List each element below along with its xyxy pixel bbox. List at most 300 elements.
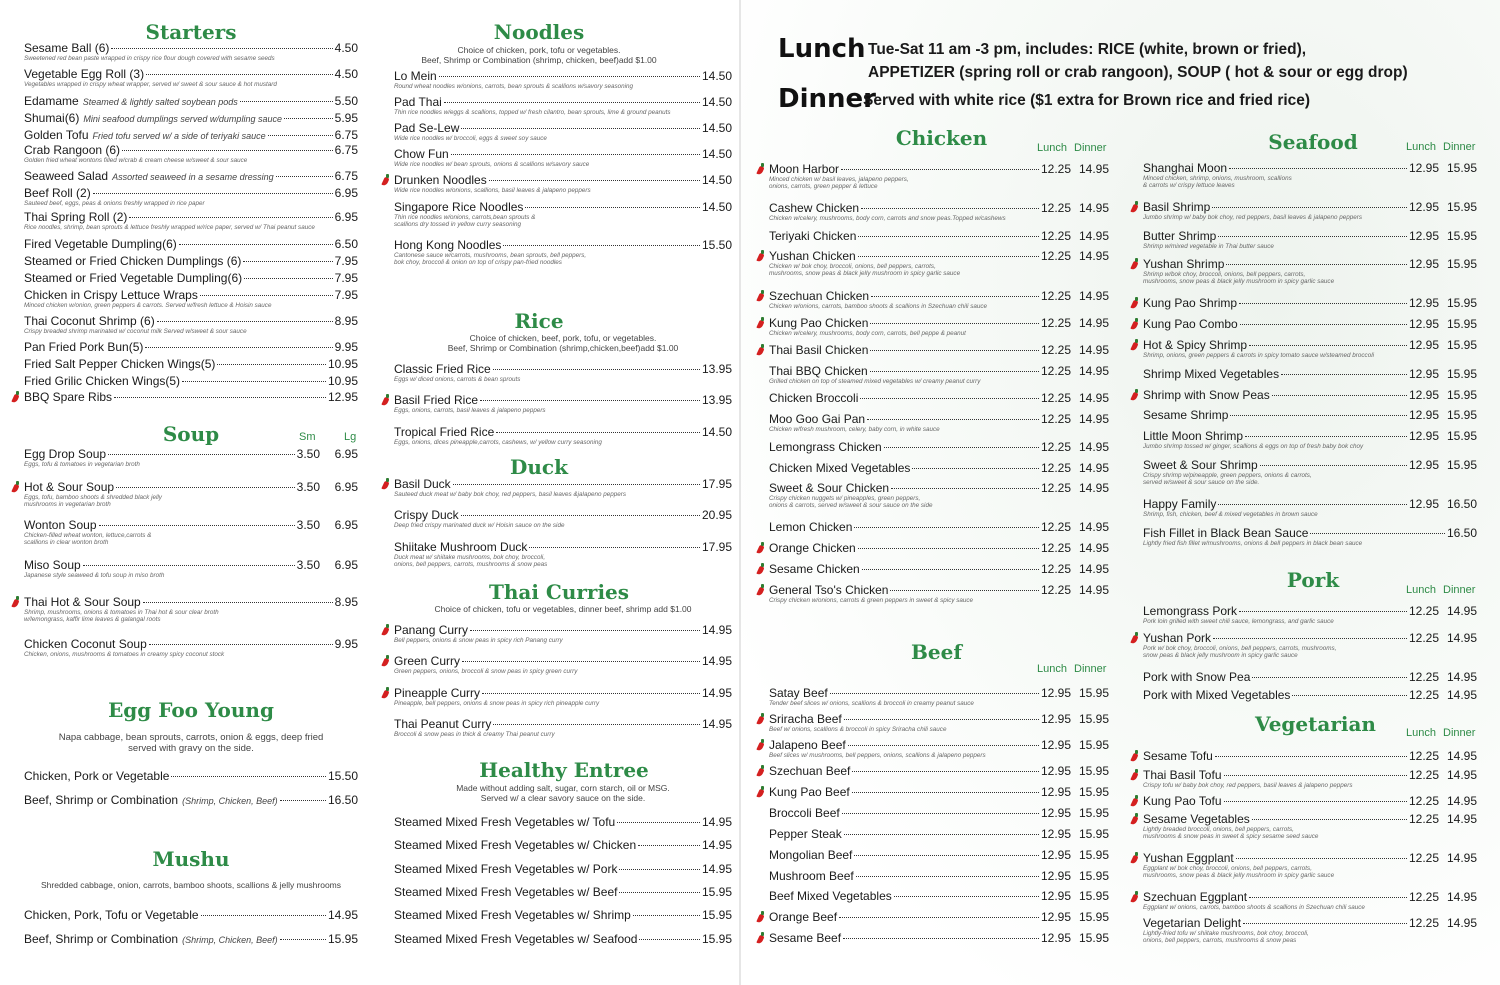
seafood-item-description: Shrimp, onions, green peppers & carrots in spicy tomato sauce w/steamed broccoli: [1143, 352, 1374, 359]
soup-item-row: [24, 518, 358, 532]
seafood-item-description: Jumbo shrimp tossed w/ ginger, scallions & eggs on top of fresh baby bok choy: [1143, 443, 1364, 450]
item-name-text: Beef, Shrimp or Combination: [24, 793, 179, 807]
item-name-text: Basil Shrimp: [1143, 200, 1211, 214]
chili-pepper-icon: [1131, 750, 1139, 762]
item-name-text: Orange Beef: [769, 910, 838, 924]
mushu-menu-item: [24, 932, 358, 947]
vegetarian-menu-item: [1143, 890, 1477, 911]
pork-lunch-price: 12.25: [1408, 631, 1439, 645]
leader-dots: [884, 447, 1039, 448]
leader-dots: [843, 938, 1039, 939]
chicken-item-row: [769, 289, 1109, 303]
pork-dinner-price: 14.95: [1446, 604, 1477, 618]
noodles-description: Choice of chicken, pork, tofu or vegetables.: [457, 45, 621, 55]
chicken-item-row: [769, 520, 1109, 534]
beef-section-title: Beef: [911, 640, 962, 664]
seafood-menu-item: [1143, 388, 1477, 402]
noodles-item-name: [394, 173, 487, 187]
seafood-menu-item: [1143, 296, 1477, 310]
chicken-item-name: [769, 343, 868, 357]
chili-pepper-icon: [757, 786, 765, 798]
beef-lunch-price: 12.95: [1040, 738, 1071, 752]
healthy-item-name: [394, 932, 637, 946]
beef-lunch-price: 12.95: [1040, 848, 1071, 862]
seafood-menu-item: [1143, 229, 1477, 250]
leader-dots: [617, 822, 700, 823]
noodles-item-description: Thin rice noodles w/eggs & scallions, topped w/ fresh cilantro, bean sprouts, lime & ground peanuts: [394, 109, 671, 116]
chicken-lunch-price: 12.25: [1040, 440, 1071, 454]
noodles-item-name: [394, 69, 437, 83]
beef-lunch-price: 12.95: [1040, 827, 1071, 841]
pork-menu-item: [1143, 688, 1477, 702]
beef-dinner-price: 15.95: [1078, 738, 1109, 752]
lunch-info-line-2: APPETIZER (spring roll or crab rangoon), SOUP ( hot & sour or egg drop): [868, 64, 1408, 81]
chicken-menu-item: [769, 520, 1109, 534]
noodles-description-2: Beef, Shrimp or Combination (shrimp, chicken, beef)add $1.00: [421, 55, 657, 65]
chili-pepper-icon: [12, 391, 20, 403]
starters-item-price: 7.95: [334, 254, 358, 268]
chili-pepper-icon: [1131, 795, 1139, 807]
item-name-text: Hong Kong Noodles: [394, 238, 502, 252]
beef-lunch-price: 12.95: [1040, 686, 1071, 700]
chicken-lunch-price: 12.25: [1040, 541, 1071, 555]
chicken-item-description: onions, carrots, green pepper & lettuce: [769, 183, 878, 190]
beef-item-row: [769, 931, 1109, 945]
noodles-section-title: Noodles: [493, 20, 585, 44]
item-name-text: Steamed Mixed Fresh Vegetables w/ Pork: [394, 862, 618, 876]
item-inline-description: Steamed & lightly salted soybean pods: [82, 97, 238, 107]
healthy-item-name: [394, 908, 631, 922]
healthy-item-row: [394, 838, 732, 852]
leader-dots: [854, 855, 1039, 856]
starters-item-description: Rice noodles, shrimp, bean sprouts & lettuce freshly wrapped w/rice paper, served w/ Thai peanut sauce: [24, 224, 315, 231]
chicken-item-description: Chicken w/onions, carrots, bamboo shoots & scallions in Szechuan chili sauce: [769, 303, 988, 310]
chicken-menu-item: [769, 583, 1109, 604]
item-name-text: Lo Mein: [394, 69, 437, 83]
healthy-item-name: [394, 838, 636, 852]
beef-lunch-price: 12.95: [1040, 712, 1071, 726]
chicken-lunch-price: 12.25: [1040, 343, 1071, 357]
starters-item-price: 9.95: [334, 340, 358, 354]
leader-dots: [146, 74, 333, 75]
vegetarian-dinner-price: 14.95: [1446, 812, 1477, 826]
noodles-item-description: Round wheat noodles w/onions, carrots, bean sprouts & scallions w/savory seasoning: [394, 83, 634, 90]
chicken-dinner-price: 14.95: [1078, 343, 1109, 357]
chicken-item-name: [769, 162, 839, 176]
seafood-item-description: Crispy shrimp w/pineapple, green peppers, onions & carrots,: [1143, 472, 1312, 479]
egg_foo_young-item-row: [24, 769, 358, 783]
chicken-item-row: [769, 162, 1109, 176]
starters-item-row: [24, 169, 358, 184]
starters-menu-item: [24, 390, 358, 404]
starters-menu-item: [24, 210, 358, 231]
noodles-item-name: [394, 200, 523, 214]
starters-item-name: [24, 41, 109, 55]
item-name-text: Steamed or Fried Vegetable Dumpling(6): [24, 271, 243, 285]
thai_curries-item-price: 14.95: [701, 654, 732, 668]
item-name-text: Basil Fried Rice: [394, 393, 479, 407]
chicken-item-name: [769, 481, 889, 495]
rice-item-description: Eggs, onions, carrots, basil leaves & jalapeno peppers: [394, 407, 546, 414]
item-name-text: Yushan Pork: [1143, 631, 1212, 645]
chicken-dinner-price: 14.95: [1078, 229, 1109, 243]
starters-menu-item: [24, 186, 358, 207]
seafood-dinner-price: 15.95: [1446, 161, 1477, 175]
vegetarian-lunch-price: 12.25: [1408, 768, 1439, 782]
chili-pepper-icon: [757, 344, 765, 356]
beef-item-description: Tender beef slices w/ onions, scallions & broccoli in creamy peanut sauce: [769, 700, 974, 707]
pork-dinner-column-header: Dinner: [1443, 584, 1476, 596]
item-name-text: Thai Basil Chicken: [769, 343, 869, 357]
leader-dots: [1226, 264, 1407, 265]
starters-item-price: 7.95: [334, 288, 358, 302]
soup-item-description: Eggs, tofu, bamboo shoots & shredded black jelly: [24, 494, 162, 501]
leader-dots: [149, 644, 333, 645]
mushu-item-name: [24, 908, 199, 922]
item-name-text: Pepper Steak: [769, 827, 842, 841]
item-name-text: Pad Thai: [394, 95, 442, 109]
chili-pepper-icon: [757, 932, 765, 944]
chicken-item-description: Crispy chicken nuggets w/ pineapples, green peppers,: [769, 495, 921, 502]
seafood-menu-item: [1143, 526, 1477, 547]
rice-description: Choice of chicken, beef, pork, tofu, or vegetables.: [469, 333, 657, 343]
soup-item-price: 8.95: [334, 595, 358, 609]
starters-item-description: Sauteed beef, eggs, peas & onions freshly wrapped in rice paper: [24, 200, 205, 207]
healthy-section-title: Healthy Entree: [479, 758, 649, 782]
starters-item-price: 6.50: [334, 237, 358, 251]
duck-item-description: onions, bell peppers, carrots, mushrooms & snow peas: [394, 561, 548, 568]
vegetarian-item-description: Eggplant w/ onions, carrots, bamboo shoots & scallions in Szechuan chili sauce: [1143, 904, 1365, 911]
leader-dots: [1236, 858, 1407, 859]
noodles-item-name: [394, 147, 449, 161]
chicken-item-name: [769, 440, 882, 454]
healthy-entree-description: Made without adding salt, sugar, corn starch, oil or MSG.: [456, 783, 670, 793]
beef-item-row: [769, 686, 1109, 700]
item-name-text: Seaweed Salad: [24, 169, 109, 183]
beef-dinner-price: 15.95: [1078, 712, 1109, 726]
starters-item-name: [24, 128, 266, 143]
leader-dots: [912, 468, 1039, 469]
healthy-item-row: [394, 932, 732, 946]
rice-menu-item: [394, 362, 732, 383]
item-name-text: General Tso's Chicken: [769, 583, 889, 597]
soup-item-row: [24, 480, 358, 494]
soup-item-row: [24, 595, 358, 609]
leader-dots: [1240, 324, 1407, 325]
item-name-text: Pork with Snow Pea: [1143, 670, 1251, 684]
noodles-item-row: [394, 238, 732, 252]
starters-item-price: 6.75: [334, 128, 358, 142]
soup-item-name: [24, 558, 81, 572]
starters-item-price: 6.75: [334, 143, 358, 157]
chicken-item-description: Crispy chicken w/onions, carrots & green peppers in sweet & spicy sauce: [769, 597, 974, 604]
soup-lunch-price: 3.50: [296, 447, 320, 461]
item-name-text: Sesame Ball (6): [24, 41, 110, 55]
thai_curries-item-name: [394, 623, 468, 637]
soup-item-name: [24, 637, 147, 651]
leader-dots: [179, 244, 333, 245]
item-name-text: Sesame Vegetables: [1143, 812, 1250, 826]
chicken-dinner-price: 14.95: [1078, 541, 1109, 555]
vegetarian-item-name: [1143, 916, 1241, 930]
noodles-menu-item: [394, 173, 732, 194]
chicken-lunch-column-header: Lunch: [1037, 142, 1067, 154]
beef-item-description: Beef slices w/ mushrooms, bell peppers, onions, scallions & jalapeno peppers: [769, 752, 986, 759]
seafood-item-row: [1143, 229, 1477, 243]
thai_curries-item-row: [394, 717, 732, 731]
noodles-item-price: 14.50: [701, 95, 732, 109]
leader-dots: [280, 939, 326, 940]
egg_foo_young-item-row: [24, 793, 358, 808]
chicken-dinner-column-header: Dinner: [1074, 142, 1107, 154]
rice-item-price: 14.50: [701, 425, 732, 439]
leader-dots: [862, 569, 1039, 570]
starters-item-row: [24, 314, 358, 328]
beef-menu-item: [769, 827, 1109, 841]
starters-item-name: [24, 237, 177, 251]
vegetarian-item-row: [1143, 749, 1477, 763]
pork-dinner-price: 14.95: [1446, 688, 1477, 702]
noodles-item-description: Wide rice noodles w/onions, scallions, basil leaves & jalapeno peppers: [394, 187, 591, 194]
item-name-text: Beef Mixed Vegetables: [769, 889, 892, 903]
rice-item-name: [394, 393, 478, 407]
vegetarian-lunch-price: 12.25: [1408, 749, 1439, 763]
seafood-lunch-price: 12.95: [1408, 429, 1439, 443]
starters-menu-item: [24, 314, 358, 335]
starters-item-row: [24, 390, 358, 404]
leader-dots: [852, 771, 1039, 772]
item-name-text: Tropical Fried Rice: [394, 425, 495, 439]
noodles-item-name: [394, 95, 442, 109]
starters-item-name: [24, 314, 155, 328]
noodles-item-row: [394, 173, 732, 187]
thai_curries-item-description: Bell peppers, onions & snow peas in spicy rich Panang curry: [394, 637, 563, 644]
item-name-text: Yushan Eggplant: [1143, 851, 1234, 865]
seafood-lunch-price: 12.95: [1408, 161, 1439, 175]
pork-item-row: [1143, 631, 1477, 645]
starters-item-description: Golden fried wheat wontons filled w/crab & cream cheese w/sweet & sour sauce: [24, 157, 248, 164]
item-name-text: Thai Basil Tofu: [1143, 768, 1222, 782]
seafood-lunch-price: 12.95: [1408, 458, 1439, 472]
leader-dots: [1310, 533, 1445, 534]
chicken-item-row: [769, 562, 1109, 576]
seafood-dinner-price: 15.95: [1446, 429, 1477, 443]
vegetarian-dinner-price: 14.95: [1446, 768, 1477, 782]
beef-lunch-price: 12.95: [1040, 889, 1071, 903]
mushu-section-title: Mushu: [152, 847, 230, 871]
leader-dots: [129, 217, 332, 218]
vegetarian-menu-item: [1143, 749, 1477, 763]
rice-item-description: Eggs, onions, dices pineapple,carrots, cashews, w/ yellow curry seasoning: [394, 439, 602, 446]
egg_foo_young-item-name: [24, 769, 169, 783]
chicken-item-name: [769, 461, 910, 475]
soup-item-description: Eggs, tofu & tomatoes in vegetarian broth: [24, 461, 140, 468]
starters-item-name: [24, 67, 144, 81]
chicken-item-name: [769, 229, 856, 243]
duck-item-name: [394, 540, 527, 554]
chicken-item-row: [769, 201, 1109, 215]
soup-lunch-column-header: Sm: [299, 431, 316, 443]
leader-dots: [1229, 168, 1407, 169]
duck-item-row: [394, 477, 732, 491]
chicken-item-row: [769, 343, 1109, 357]
starters-menu-item: [24, 169, 358, 184]
duck-item-description: Duck meat w/ shiitake mushrooms, bok choy, broccoli,: [394, 554, 546, 561]
chicken-dinner-price: 14.95: [1078, 461, 1109, 475]
leader-dots: [1224, 775, 1407, 776]
leader-dots: [638, 845, 700, 846]
item-name-text: Sweet & Sour Chicken: [769, 481, 890, 495]
seafood-lunch-price: 12.95: [1408, 388, 1439, 402]
seafood-menu-item: [1143, 497, 1477, 518]
seafood-item-name: [1143, 367, 1279, 381]
leader-dots: [461, 128, 700, 129]
chicken-item-description: Chicken w/ bok choy, broccoli, onions, bell peppers, carrots,: [769, 263, 936, 270]
starters-item-name: [24, 143, 120, 157]
healthy-item-price: 14.95: [701, 838, 732, 852]
chili-pepper-icon: [382, 478, 390, 490]
chicken-menu-item: [769, 391, 1109, 405]
rice-item-price: 13.95: [701, 393, 732, 407]
soup-item-description: w/lemongrass, kaffir lime leaves & galangal roots: [24, 616, 161, 623]
leader-dots: [493, 369, 700, 370]
vegetarian-item-description: mushrooms, snow peas & black jelly mushroom in spicy garlic sauce: [1143, 872, 1335, 879]
leader-dots: [844, 834, 1039, 835]
item-name-text: Shumai(6): [24, 111, 80, 125]
soup-item-description: Chicken, onions, mushrooms & tomatoes in creamy spicy coconut stock: [24, 651, 225, 658]
chicken-dinner-price: 14.95: [1078, 201, 1109, 215]
starters-item-name: [24, 254, 241, 268]
chili-pepper-icon: [1131, 201, 1139, 213]
chili-pepper-icon: [757, 584, 765, 596]
starters-item-name: [24, 357, 215, 371]
seafood-item-row: [1143, 338, 1477, 352]
item-name-text: Thai Spring Roll (2): [24, 210, 128, 224]
starters-item-description: Vegetables wrapped in crispy wheat wrapper, served w/ sweet & sour sauce & hot mustard: [24, 81, 277, 88]
item-name-text: Moo Goo Gai Pan: [769, 412, 866, 426]
leader-dots: [284, 118, 333, 119]
vegetarian-item-description: Lightly-fried tofu w/ shiitake mushrooms, bok choy, broccoli,: [1143, 930, 1309, 937]
chili-pepper-icon: [382, 687, 390, 699]
leader-dots: [171, 776, 326, 777]
egg_foo_young-item-name: [24, 793, 278, 808]
item-name-text: Mongolian Beef: [769, 848, 853, 862]
leader-dots: [842, 813, 1039, 814]
beef-item-name: [769, 827, 842, 841]
vegetarian-item-row: [1143, 768, 1477, 782]
item-name-text: Satay Beef: [769, 686, 828, 700]
vegetarian-item-description: Lightly breaded broccoli, onions, bell peppers, carrots,: [1143, 826, 1294, 833]
pork-dinner-price: 14.95: [1446, 631, 1477, 645]
leader-dots: [1224, 801, 1407, 802]
leader-dots: [871, 296, 1039, 297]
soup-dinner-price: 6.95: [334, 480, 358, 494]
starters-item-row: [24, 143, 358, 157]
chili-pepper-icon: [1131, 852, 1139, 864]
chicken-item-description: Minced chicken w/ basil leaves, jalapeno peppers,: [769, 176, 909, 183]
item-name-text: Chicken in Crispy Lettuce Wraps: [24, 288, 198, 302]
seafood-lunch-price: 12.95: [1408, 257, 1439, 271]
chicken-item-name: [769, 412, 865, 426]
starters-section-title: Starters: [145, 20, 237, 44]
vegetarian-dinner-price: 14.95: [1446, 749, 1477, 763]
chicken-lunch-price: 12.25: [1040, 481, 1071, 495]
vegetarian-item-description: mushrooms & snow peas in sweet & spicy sesame seed sauce: [1143, 833, 1319, 840]
column-1: [24, 0, 358, 985]
pork-item-name: [1143, 604, 1237, 618]
starters-item-price: 5.95: [334, 111, 358, 125]
item-name-text: Yushan Shrimp: [1143, 257, 1225, 271]
soup-menu-item: [24, 480, 358, 508]
healthy-item-name: [394, 885, 617, 899]
chili-pepper-icon: [757, 765, 765, 777]
item-name-text: Szechuan Chicken: [769, 289, 870, 303]
starters-item-price: 10.95: [327, 357, 358, 371]
chicken-item-name: [769, 289, 869, 303]
seafood-item-description: Shrimp w/mixed vegetable in Thai butter sauce: [1143, 243, 1274, 250]
seafood-menu-item: [1143, 458, 1477, 486]
item-inline-description: Mini seafood dumplings served w/dumpling sauce: [83, 114, 282, 124]
pork-item-row: [1143, 670, 1477, 684]
chicken-item-description: Chicken w/celery, mushrooms, body corn, carrots, bell peppe & peanut: [769, 330, 966, 337]
soup-section-title: Soup: [162, 422, 220, 446]
leader-dots: [1218, 236, 1407, 237]
leader-dots: [201, 915, 326, 916]
item-name-text: Pork with Mixed Vegetables: [1143, 688, 1291, 702]
starters-item-row: [24, 94, 358, 109]
leader-dots: [1252, 677, 1407, 678]
item-name-text: Broccoli Beef: [769, 806, 840, 820]
chili-pepper-icon: [757, 317, 765, 329]
soup-item-description: mushrooms in vegetarian broth: [24, 501, 111, 508]
chicken-item-row: [769, 583, 1109, 597]
thai_curries-item-name: [394, 654, 460, 668]
chicken-menu-item: [769, 481, 1109, 509]
dinner-heading: Dinner: [778, 84, 876, 114]
item-name-text: Kung Pao Shrimp: [1143, 296, 1238, 310]
chili-pepper-icon: [1131, 297, 1139, 309]
beef-dinner-price: 15.95: [1078, 686, 1109, 700]
chili-pepper-icon: [757, 542, 765, 554]
item-name-text: Green Curry: [394, 654, 461, 668]
seafood-dinner-price: 15.95: [1446, 458, 1477, 472]
item-name-text: Happy Family: [1143, 497, 1217, 511]
chicken-menu-item: [769, 461, 1109, 475]
seafood-dinner-price: 15.95: [1446, 367, 1477, 381]
beef-item-name: [769, 889, 892, 903]
seafood-item-description: served w/sweet & sour sauce on the side.: [1143, 479, 1260, 486]
thai_curries-item-row: [394, 654, 732, 668]
noodles-item-description: scallions dry tossed in yellow curry seasoning: [394, 221, 522, 228]
vegetarian-menu-item: [1143, 851, 1477, 879]
seafood-dinner-price: 15.95: [1446, 257, 1477, 271]
seafood-item-row: [1143, 257, 1477, 271]
leader-dots: [462, 661, 700, 662]
chili-pepper-icon: [1131, 318, 1139, 330]
vegetarian-item-row: [1143, 916, 1477, 930]
chicken-menu-item: [769, 229, 1109, 243]
soup-lunch-price: 3.50: [296, 480, 320, 494]
duck-item-name: [394, 508, 459, 522]
vegetarian-item-name: [1143, 768, 1222, 782]
chicken-menu-item: [769, 316, 1109, 337]
seafood-item-row: [1143, 408, 1477, 422]
leader-dots: [122, 150, 333, 151]
starters-item-row: [24, 340, 358, 354]
starters-menu-item: [24, 128, 358, 143]
leader-dots: [870, 371, 1039, 372]
healthy-item-price: 15.95: [701, 885, 732, 899]
